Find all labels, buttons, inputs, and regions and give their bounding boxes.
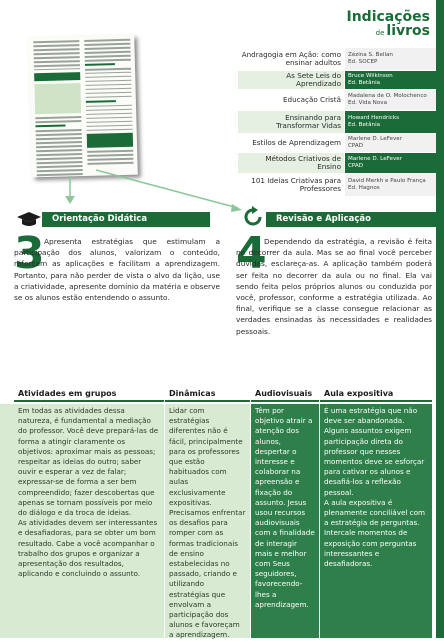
book-title: Educação Cristã: [238, 90, 344, 110]
strategy-paragraph: É uma estratégia que não deve ser abandonada. Alguns assuntos exigem participação direta do professor que nesses momentos deve se esforçar para cativar os alunos e desafiá-los a reflexão pessoal.: [324, 406, 425, 497]
strategy-column-header: Atividades em grupos: [14, 384, 164, 402]
book-author-line: Ed. Betânia: [348, 122, 381, 128]
orientacao-text: Apresenta estratégias que estimulam a participação dos alunos, valorizam o conteúdo, reforçam as aplicações e facilitam a aprendizagem. Portanto, para não perder de vista o alvo da lição, use a criatividade, apresente domínio da matéria e observe se os alunos estão entendendo o assunto.: [14, 237, 220, 303]
book-title: Estilos de Aprendizagem: [238, 134, 344, 152]
section-number-3: 3: [14, 228, 45, 279]
strategy-column-header: Audiovisuais: [251, 384, 319, 402]
strategy-paragraph: Lidar com estratégias diferentes não é fácil, principalmente para os professores que estão habituados com aulas exclusivamente expositivas. Precisamos enfrentar os desafios para romper com as formas tradicionais de ensino estabelecidas no passado, criando e utilizando estratégias que envolvam a participação dos alunos e favoreçam a aprendizagem.: [169, 406, 246, 640]
strategy-paragraph: Em todas as atividades dessa natureza, é fundamental a mediação do professor. Você deve prepará-las de forma a atingir claramente os objetivos: aproximar mais as pessoas; respeitar as ideias do outro; saber ouvir e esperar a vez de falar; expressar-se de forma a ser bem compreendido; fazer descobertas que apenas se tornam possíveis por meio do diálogo e da troca de ideias.: [18, 406, 159, 518]
book-author-line: Madalena de O. Molochenco: [348, 93, 427, 99]
strategy-paragraph: Têm por objetivo atrair a atenção dos alunos, despertar o interesse e colaborar na apreensão e fixação do assunto. Jesus usou recursos audiovisuais com a finalidade de interagir mais e melhor com Seus seguidores, favorecendo-lhes a aprendizagem.: [255, 406, 315, 609]
book-author-line: Bruce Wilkinson: [348, 73, 393, 79]
arrowhead-orientacao: [65, 196, 75, 204]
strategy-paragraph: As atividades devem ser interessantes e desafiadoras, para se obter um bom resultado. Cabe a você acompanhar o trabalho dos grupos e organizar a apresentação dos resultados, aplicando e concluindo o assunto.: [18, 518, 158, 579]
book-author-line: Marlene D. LeFever: [348, 136, 403, 142]
book-author-line: Ed. SOCEP: [348, 59, 378, 65]
strategy-column-header: Dinâmicas: [165, 384, 250, 402]
book-author-line: David Merkh e Paulo França: [348, 178, 426, 184]
graduation-cap-icon: [16, 210, 42, 228]
book-title: 101 Ideias Criativas para Professores: [238, 174, 344, 196]
book-author-line: Marlene D. LeFever: [348, 156, 403, 162]
strategy-column: [165, 384, 250, 638]
orientacao-header: Orientação Didática: [42, 212, 210, 227]
book-title: Métodos Criativos de Ensino: [238, 153, 344, 173]
book-author-line: Zézina S. Bellan: [348, 52, 393, 58]
book-author-line: CPAD: [348, 143, 364, 149]
section-number-4: 4: [236, 228, 267, 279]
book-author-line: Ed. Betânia: [348, 80, 381, 86]
strategy-column-header: Aula expositiva: [320, 384, 432, 402]
book-author-line: Ed. Hagnos: [348, 185, 380, 191]
strategy-paragraph: A aula expositiva é plenamente conciliável com a estratégia de perguntas. Intercale momentos de exposição com perguntas interessantes e desafiadoras.: [324, 497, 426, 569]
book-author-line: Ed. Vida Nova: [348, 100, 388, 106]
book-author-line: CPAD: [348, 163, 364, 169]
book-title: Ensinando para Transformar Vidas: [238, 111, 344, 133]
strategy-column-body: [165, 404, 250, 638]
refresh-icon: [242, 206, 264, 228]
strategy-column: [320, 384, 432, 638]
arrow-to-revisao: [96, 170, 238, 208]
book-author-line: Howard Hendricks: [348, 115, 399, 121]
strategy-column-body: [320, 404, 432, 638]
arrowhead-revisao: [231, 204, 242, 212]
strategy-column-body: [14, 404, 164, 638]
connector-arrows: [0, 0, 444, 240]
book-recommendations-title: Indicações de livros: [346, 9, 430, 39]
table-left-gutter: [0, 404, 14, 638]
strategy-column: [14, 384, 164, 638]
strategies-table: [0, 384, 436, 638]
strategy-column-body: [251, 404, 319, 638]
strategy-column: [251, 384, 319, 638]
book-title: Andragogia em Ação: como ensinar adultos: [238, 48, 344, 70]
book-title: As Sete Leis do Aprendizado: [238, 71, 344, 89]
revisao-text: Dependendo da estratégia, a revisão é feita no decorrer da aula. Mas se ao final você perceber dúvidas, esclareça-as. A aplicação também poderá ser feita no decorrer da aula ou no final. Ela vai sendo feita pelos próprios alunos ou conduzida por você, professor, conforme a estratégia utilizada. Ao final, verifique se a classe consegue relacionar as verdades ensinadas às necessidades e realidades pessoais.: [236, 237, 432, 336]
revisao-header: Revisão e Aplicação: [266, 212, 438, 227]
